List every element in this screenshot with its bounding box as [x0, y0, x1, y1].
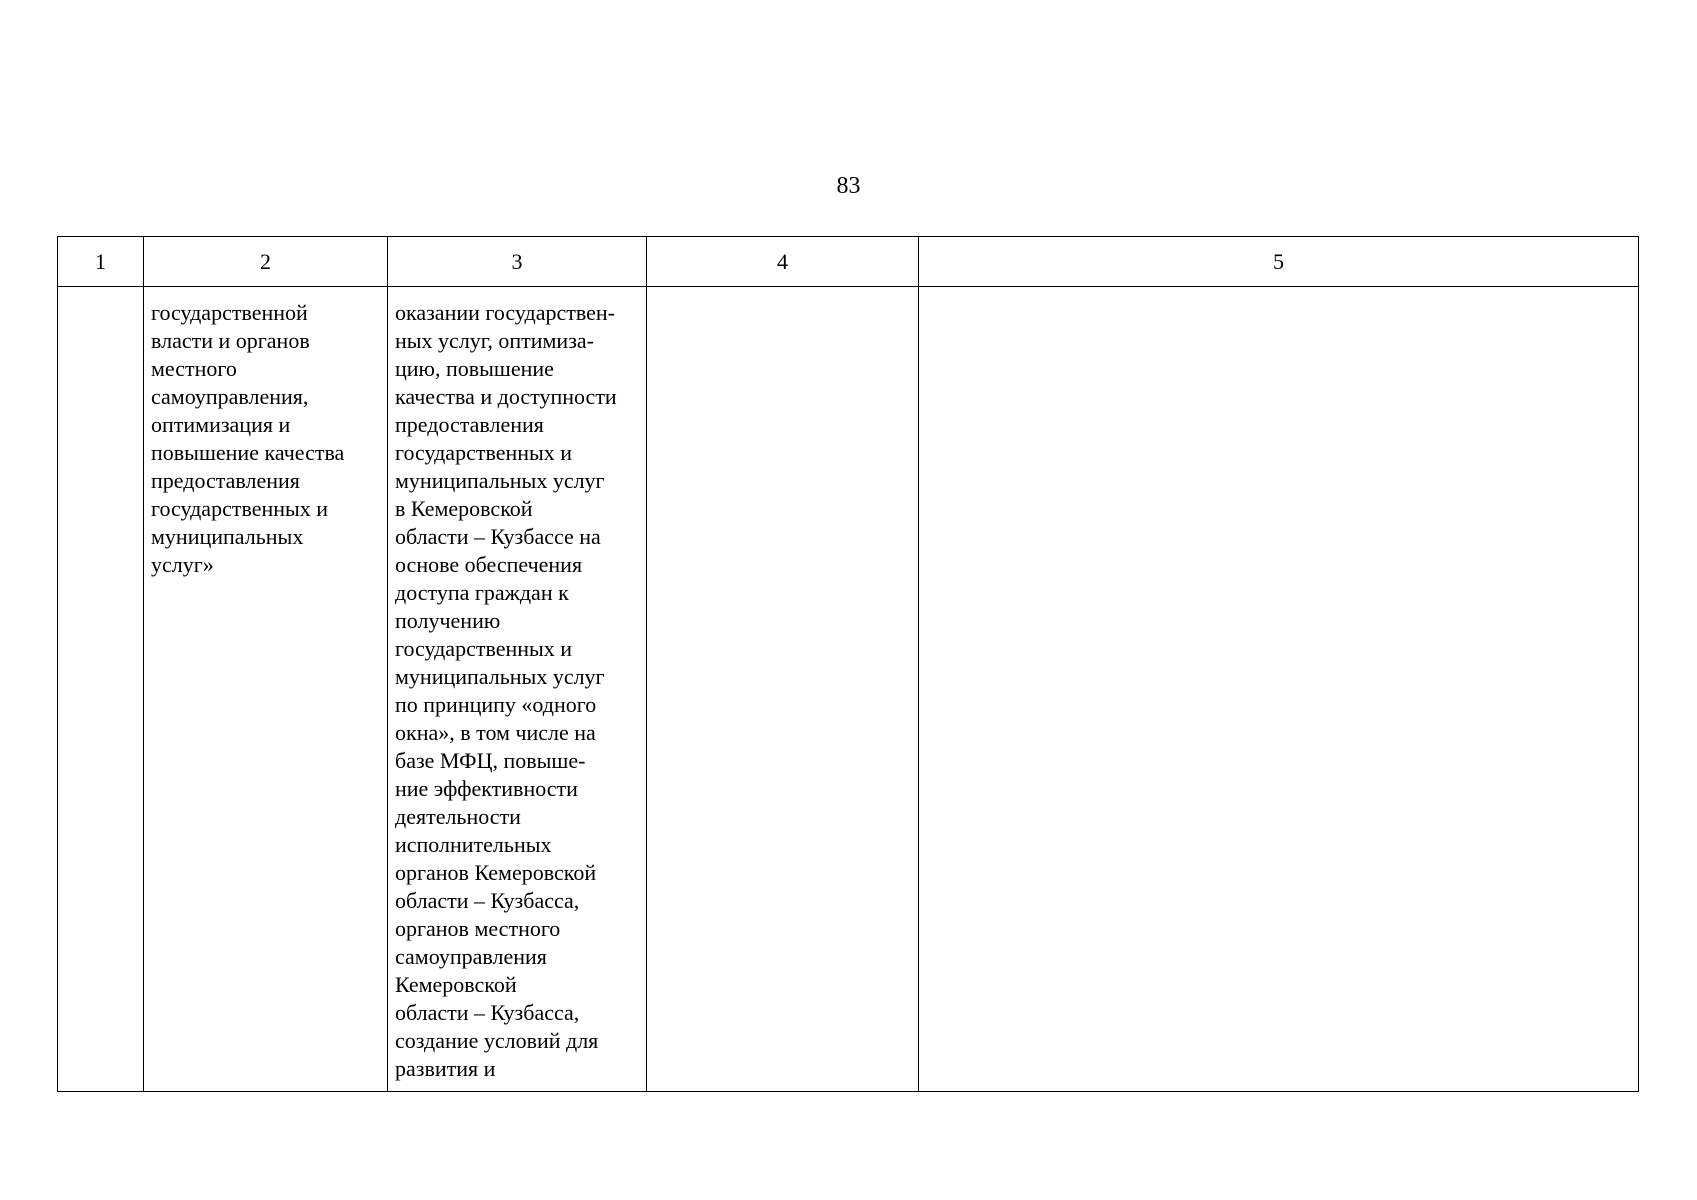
table-header-row — [58, 237, 1639, 287]
page-number: 83 — [836, 173, 861, 199]
cell-col-1 — [58, 287, 144, 1092]
cell-col-4 — [647, 287, 919, 1092]
header-col-2: 2 — [144, 237, 388, 287]
cell-col-5-text — [919, 287, 1638, 299]
table-row — [58, 287, 1639, 1092]
cell-col-5 — [919, 287, 1639, 1092]
cell-col-1-text — [58, 287, 143, 299]
cell-col-4-text — [647, 287, 918, 299]
cell-col-2 — [144, 287, 388, 1092]
header-col-5: 5 — [919, 237, 1639, 287]
header-col-3: 3 — [388, 237, 647, 287]
header-col-4: 4 — [647, 237, 919, 287]
cell-col-3-text: оказании государствен- ных услуг, оптимиза- цию, повышение качества и доступности предоставления государственных и муниципальных услуг в Кемеровской области – Кузбассе на основе обеспечения доступа граждан к получению государственных и муниципальных услуг по принципу «одного окна», в том числе на базе МФЦ, повыше- ние эффективности деятельности исполнительных органов Кемеровской области – Кузбасса, органов местного самоуправления Кемеровской области – Кузбасса, создание условий для развития и — [395, 300, 617, 1081]
cell-col-2-text: государственной власти и органов местного самоуправления, оптимизация и повышение качества предоставления государственных и муниципальных услуг» — [151, 300, 345, 577]
document-table — [57, 236, 1639, 1092]
header-col-1: 1 — [58, 237, 144, 287]
cell-col-3 — [388, 287, 647, 1092]
